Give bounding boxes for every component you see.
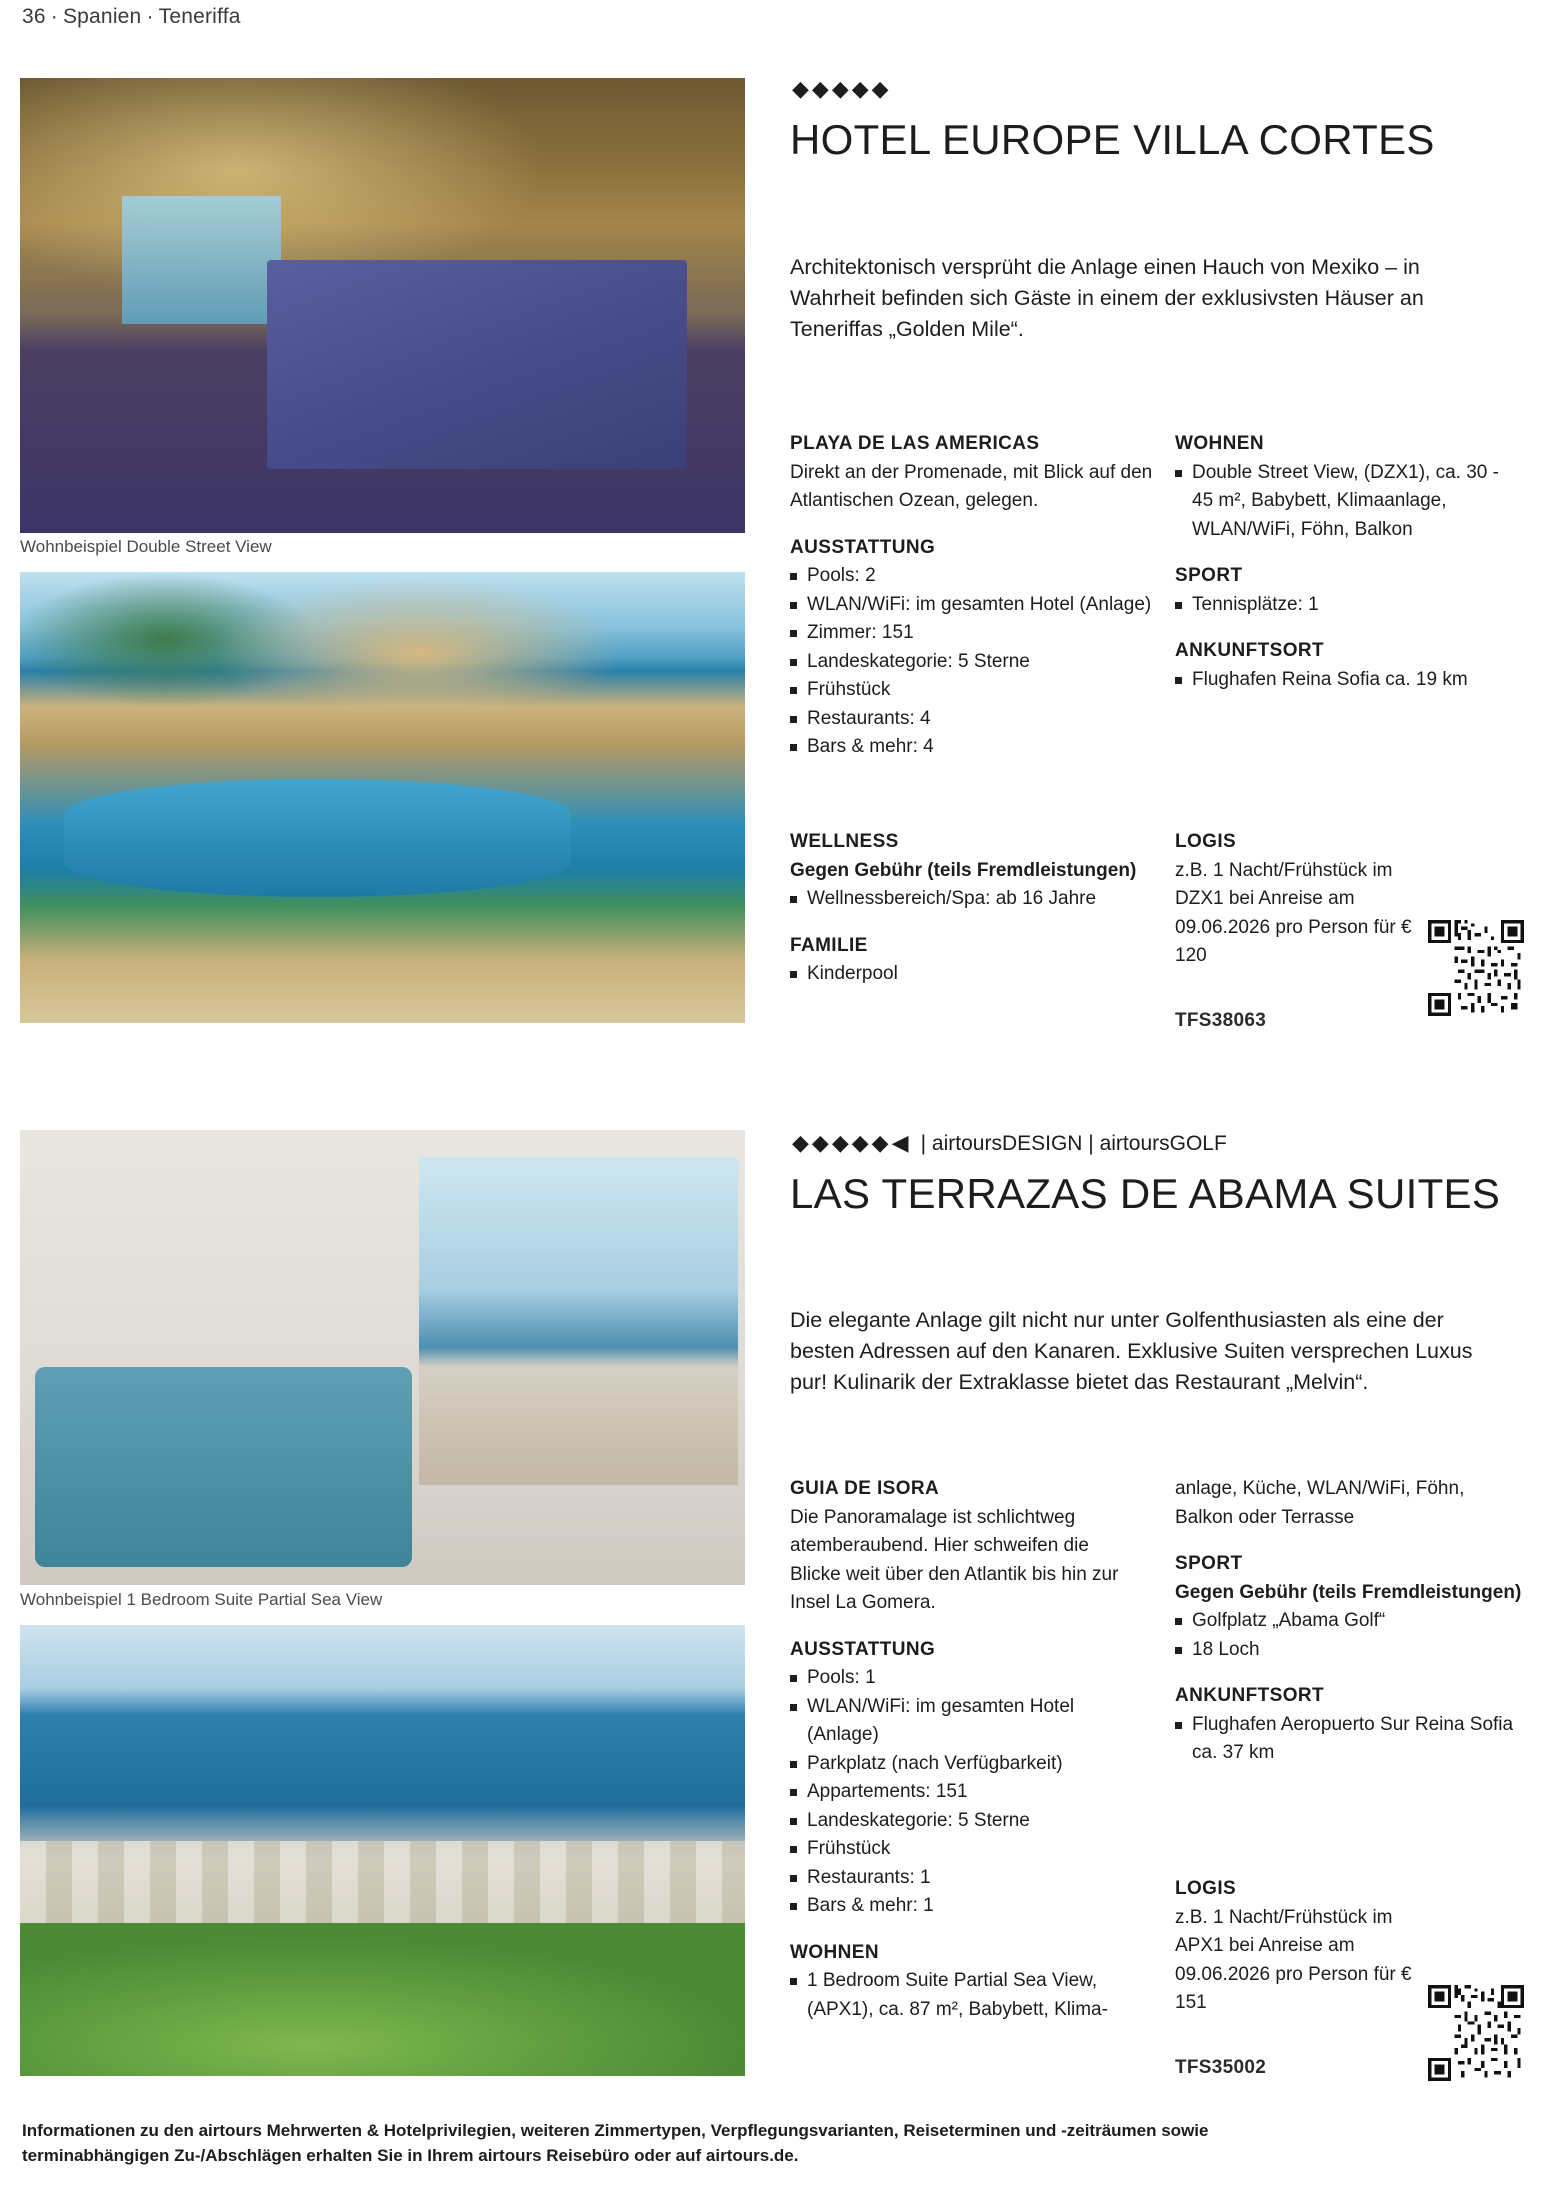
wellness-sub-1: Gegen Gebühr (teils Fremdleistungen) (790, 859, 1137, 881)
ausstattung-head-2: AUSSTATTUNG (790, 1638, 936, 1660)
list-item: WLAN/WiFi: im gesamten Hotel (Anlage) (790, 591, 1190, 620)
list-item: Flughafen Aeropuerto Sur Reina Sofia ca. 37 km (1175, 1711, 1525, 1768)
sport-head-2: SPORT (1175, 1553, 1243, 1574)
hotel-title-2: LAS TERRAZAS DE ABAMA SUITES (790, 1170, 1501, 1217)
familie-head-1: FAMILIE (790, 934, 868, 956)
ausstattung-head-1: AUSSTATTUNG (790, 536, 936, 558)
location-text-1: Direkt an der Promenade, mit Blick auf den Atlantischen Ozean, gelegen. (790, 461, 1153, 511)
list-item: Appartements: 151 (790, 1778, 1130, 1807)
list-item: Kinderpool (790, 960, 1190, 989)
info-column-left-2 (790, 1475, 1130, 2024)
logis-block-1 (1175, 828, 1425, 971)
wohnen-list-1 (1175, 459, 1515, 545)
header-separator-1: · (50, 5, 58, 28)
location-text-2: Die Panoramalage ist schlichtweg atemberaubend. Hier schweifen die Blicke weit über den Atlantik bis hin zur Insel La Gomera. (790, 1506, 1119, 1613)
list-item: Zimmer: 151 (790, 619, 1190, 648)
list-item: 18 Loch (1175, 1636, 1525, 1665)
hotel-photo-pool-1 (20, 572, 745, 1023)
logis-head-1: LOGIS (1175, 831, 1237, 852)
list-item: Frühstück (790, 1835, 1130, 1864)
list-item: Parkplatz (nach Verfügbarkeit) (790, 1750, 1130, 1779)
rating-diamonds-1: ◆◆◆◆◆ (792, 76, 892, 101)
page-number: 36 (22, 5, 46, 28)
page-footer (22, 2118, 1322, 2168)
sport-list-2 (1175, 1607, 1525, 1664)
wohnen-head-1: WOHNEN (1175, 433, 1264, 454)
list-item: Wellnessbereich/Spa: ab 16 Jahre (790, 885, 1190, 914)
ausstattung-list-2 (790, 1664, 1130, 1921)
list-item: Pools: 1 (790, 1664, 1130, 1693)
qr-code-1[interactable] (1428, 920, 1524, 1016)
info-column-right-1 (1175, 430, 1515, 694)
logis-block-2 (1175, 1875, 1425, 2018)
list-item: Double Street View, (DZX1), ca. 30 - 45 m², Babybett, Klimaanlage, WLAN/WiFi, Föhn, Balkon (1175, 459, 1515, 545)
list-item: Frühstück (790, 676, 1190, 705)
info-column-right-2 (1175, 1475, 1525, 1768)
list-item: Pools: 2 (790, 562, 1190, 591)
brand-labels-2: | airtoursDESIGN | airtoursGOLF (920, 1132, 1227, 1155)
hotel-title-1: HOTEL EUROPE VILLA CORTES (790, 116, 1435, 163)
list-item: Golfplatz „Abama Golf“ (1175, 1607, 1525, 1636)
list-item: Bars & mehr: 4 (790, 733, 1190, 762)
header-region: Teneriffa (158, 5, 241, 28)
page-header (22, 0, 241, 34)
footer-line-1: Informationen zu den airtours Mehrwerten & Hotelprivilegien, weiteren Zimmertypen, Verpflegungsvarianten, Reiseterminen und -zeiträumen sowie (22, 2121, 1209, 2140)
logis-text-2: z.B. 1 Nacht/Frühstück im APX1 bei Anreise am 09.06.2026 pro Person für € 151 (1175, 1906, 1412, 2013)
list-item: Landeskategorie: 5 Sterne (790, 1807, 1130, 1836)
hotel-photo-room-1 (20, 78, 745, 533)
qr-code-2[interactable] (1428, 1985, 1524, 2081)
hotel-photo-room-2 (20, 1130, 745, 1585)
logis-text-1: z.B. 1 Nacht/Frühstück im DZX1 bei Anreise am 09.06.2026 pro Person für € 120 (1175, 859, 1412, 966)
hotel-code-1: TFS38063 (1175, 1010, 1267, 1031)
wellness-head-1: WELLNESS (790, 831, 899, 852)
info-column-left-1 (790, 430, 1190, 762)
photo-caption-2: Wohnbeispiel 1 Bedroom Suite Partial Sea View (20, 1590, 383, 1609)
list-item: Bars & mehr: 1 (790, 1892, 1130, 1921)
wohnen-continuation-2: anlage, Küche, WLAN/WiFi, Föhn, Balkon oder Terrasse (1175, 1478, 1465, 1528)
photo-caption-1: Wohnbeispiel Double Street View (20, 537, 272, 556)
hotel-photo-coast-2 (20, 1625, 745, 2076)
familie-list-1 (790, 960, 1190, 989)
wohnen-head-2: WOHNEN (790, 1941, 879, 1963)
footer-line-2: terminabhängigen Zu-/Abschlägen erhalten Sie in Ihrem airtours Reisebüro oder auf airtours.de. (22, 2146, 799, 2165)
rating-diamonds-2: ◆◆◆◆◆◀ (792, 1130, 912, 1155)
list-item: Restaurants: 1 (790, 1864, 1130, 1893)
ankunft-list-1 (1175, 666, 1515, 695)
list-item: 1 Bedroom Suite Partial Sea View, (APX1), ca. 87 m², Babybett, Klima- (790, 1967, 1130, 2024)
location-head-2: GUIA DE ISORA (790, 1478, 940, 1499)
sport-list-1 (1175, 591, 1515, 620)
list-item: Tennisplätze: 1 (1175, 591, 1515, 620)
sport-sub-2: Gegen Gebühr (teils Fremdleistungen) (1175, 1581, 1522, 1603)
ausstattung-list-1 (790, 562, 1190, 762)
header-country: Spanien (62, 5, 142, 28)
logis-head-2: LOGIS (1175, 1878, 1237, 1899)
ankunft-head-1: ANKUNFTSORT (1175, 640, 1324, 661)
list-item: Flughafen Reina Sofia ca. 19 km (1175, 666, 1515, 695)
list-item: Landeskategorie: 5 Sterne (790, 648, 1190, 677)
hotel-rating-1 (792, 78, 892, 100)
hotel-intro-2: Die elegante Anlage gilt nicht nur unter Golfenthusiasten als eine der besten Adressen auf den Kanaren. Exklusive Suiten versprechen Luxus pur! Kulinarik der Extraklasse bietet das Restaurant „Melvin“. (790, 1308, 1473, 1394)
ankunft-head-2: ANKUNFTSORT (1175, 1685, 1324, 1706)
location-head-1: PLAYA DE LAS AMERICAS (790, 433, 1040, 454)
hotel-code-2: TFS35002 (1175, 2057, 1267, 2078)
ankunft-list-2 (1175, 1711, 1525, 1768)
wohnen-list-2 (790, 1967, 1130, 2024)
hotel-intro-1: Architektonisch versprüht die Anlage einen Hauch von Mexiko – in Wahrheit befinden sich Gäste in einem der exklusivsten Häuser an Teneriffas „Golden Mile“. (790, 255, 1424, 341)
sport-head-1: SPORT (1175, 565, 1243, 586)
wellness-list-1 (790, 885, 1190, 914)
list-item: Restaurants: 4 (790, 705, 1190, 734)
wellness-block-1 (790, 828, 1190, 989)
header-separator-2: · (146, 5, 154, 28)
list-item: WLAN/WiFi: im gesamten Hotel (Anlage) (790, 1693, 1130, 1750)
hotel-rating-2 (792, 1132, 1227, 1155)
